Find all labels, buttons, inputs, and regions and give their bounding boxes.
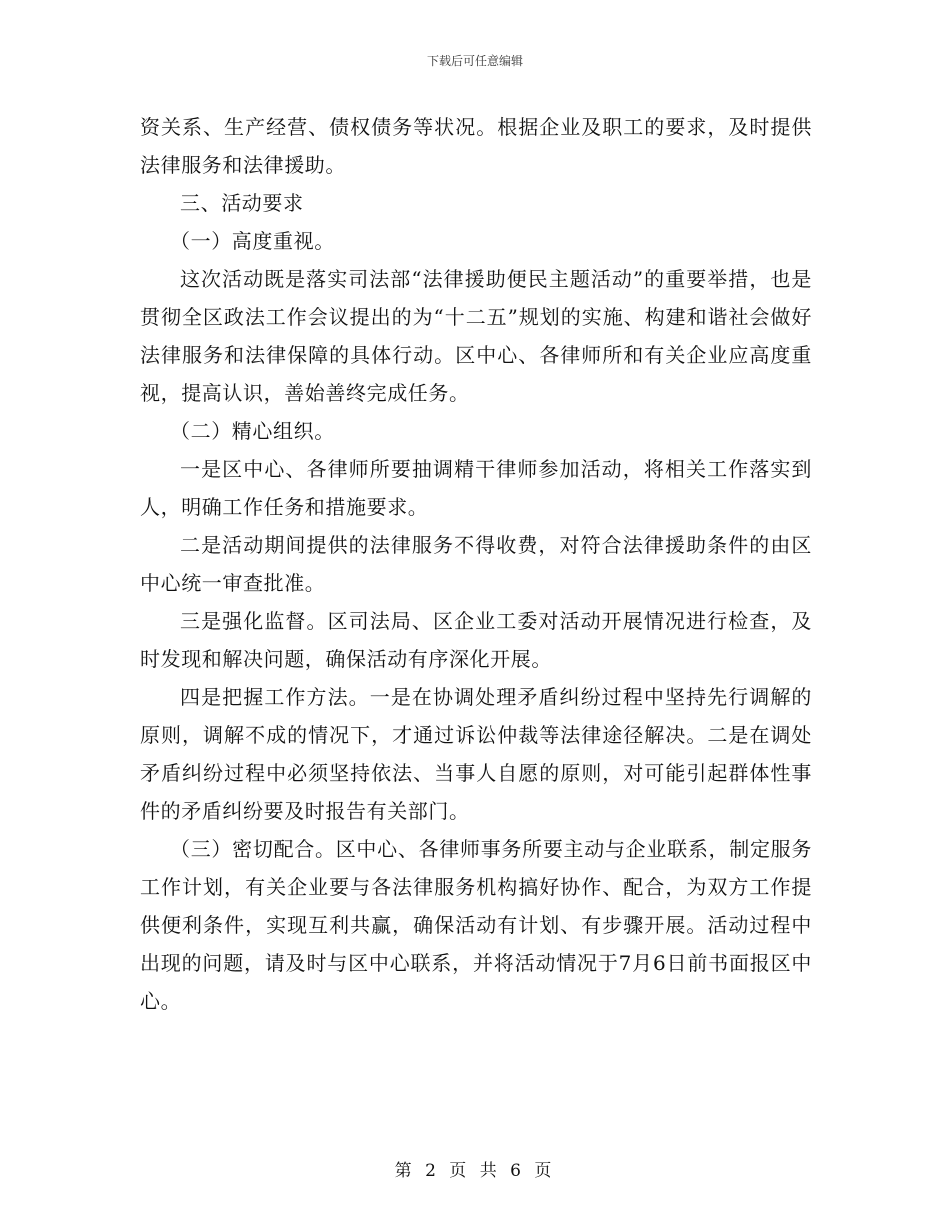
- paragraph-cooperation: （三）密切配合。区中心、各律师事务所要主动与企业联系，制定服务工作计划，有关企业要与各法律服务机构搞好协作、配合，为双方工作提供便利条件，实现互利共赢，确保活动有计划、有步骤开展。活动过程中出现的问题，请及时与区中心联系，并将活动情况于7月6日前书面报区中心。: [140, 837, 812, 1013]
- paragraph-continuation: 资关系、生产经营、债权债务等状况。根据企业及职工的要求，及时提供法律服务和法律援助。: [140, 115, 812, 177]
- page-number-footer: 第 2 页 共 6 页: [394, 1161, 556, 1181]
- page-header: 下载后可任意编辑: [426, 54, 523, 68]
- paragraph-point-four: 四是把握工作方法。一是在协调处理矛盾纠纷过程中坚持先行调解的原则，调解不成的情况下，才通过诉讼仲裁等法律途径解决。二是在调处矛盾纠纷过程中必须坚持依法、当事人自愿的原则，对可能引起群体性事件的矛盾纠纷要及时报告有关部门。: [140, 685, 812, 823]
- paragraph-point-two: 二是活动期间提供的法律服务不得收费，对符合法律援助条件的由区中心统一审查批准。: [140, 533, 812, 595]
- paragraph-point-three: 三是强化监督。区司法局、区企业工委对活动开展情况进行检查，及时发现和解决问题，确保活动有序深化开展。: [140, 609, 812, 671]
- section-heading-requirements: 三、活动要求: [180, 191, 304, 215]
- document-body: [140, 108, 812, 1020]
- subheading-high-priority: （一）高度重视。: [170, 229, 335, 253]
- paragraph-point-one: 一是区中心、各律师所要抽调精干律师参加活动，将相关工作落实到人，明确工作任务和措施要求。: [140, 457, 812, 519]
- paragraph-activity-purpose: 这次活动既是落实司法部“法律援助便民主题活动”的重要举措，也是贯彻全区政法工作会议提出的为“十二五”规划的实施、构建和谐社会做好法律服务和法律保障的具体行动。区中心、各律师所和有关企业应高度重视，提高认识，善始善终完成任务。: [140, 267, 812, 405]
- subheading-organization: （二）精心组织。: [170, 419, 335, 443]
